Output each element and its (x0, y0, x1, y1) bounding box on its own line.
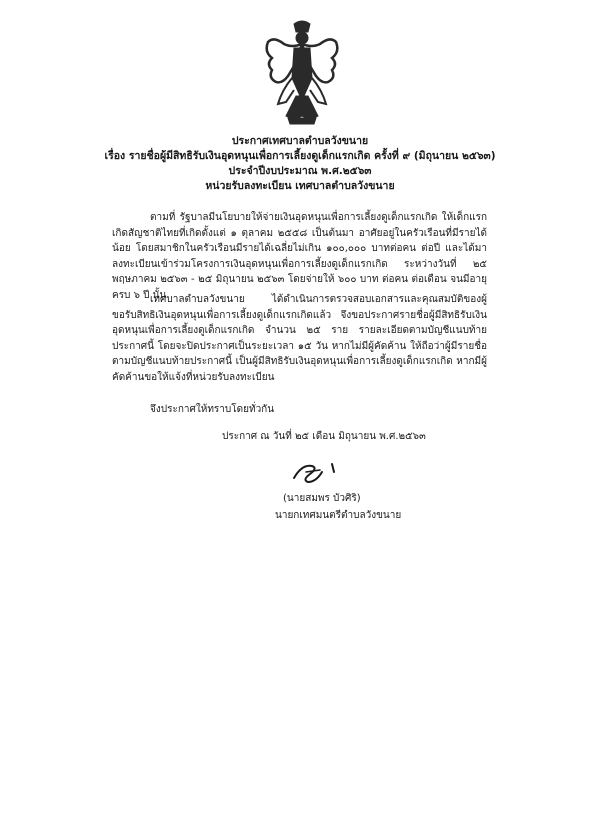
unit-heading: หน่วยรับลงทะเบียน เทศบาลตำบลวังขนาย (205, 180, 395, 192)
dateline: ประกาศ ณ วันที่ ๒๕ เดือน มิถุนายน พ.ศ.๒๕๖๓ (222, 431, 426, 442)
fiscal-year-heading: ประจำปีงบประมาณ พ.ศ.๒๕๖๓ (228, 165, 372, 177)
paragraph-2-text: เทศบาลตำบลวังขนาย ได้ดำเนินการตรวจสอบเอกสารและคุณสมบัติของผู้ขอรับสิทธิเงินอุดหนุนเพื่อการเลี้ยงดูเด็กแรกเกิดแล้ว จึงขอประกาศรายชื่อผู้มีสิทธิรับเงินอุดหนุนเพื่อการเลี้ยงดูเด็กแรกเกิด จำนวน ๒๕ ราย รายละเอียดตามบัญชีแนบท้ายประกาศนี้ โดยจะปิดประกาศเป็นระยะเวลา ๑๕ วัน หากไม่มีผู้คัดค้าน ให้ถือว่าผู้มีรายชื่อตามบัญชีแนบท้ายประกาศนี้ เป็นผู้มีสิทธิรับเงินอุดหนุนเพื่อการเลี้ยงดูเด็กแรกเกิด หากมีผู้คัดค้านขอให้แจ้งที่หน่วยรับลงทะเบียน (112, 294, 487, 383)
paragraph-2 (112, 292, 487, 385)
handwritten-signature-icon (288, 458, 358, 486)
signatory-name: (นายสมพร บัวศิริ) (283, 493, 361, 504)
closing-line: จึงประกาศให้ทราบโดยทั่วกัน (150, 404, 275, 415)
signatory-position: นายกเทศมนตรีตำบลวังขนาย (275, 510, 402, 521)
agency-heading: ประกาศเทศบาลตำบลวังขนาย (231, 135, 369, 147)
subject-heading: เรื่อง รายชื่อผู้มีสิทธิรับเงินอุดหนุนเพื่อการเลี้ยงดูเด็กแรกเกิด ครั้งที่ ๙ (มิถุนายน ๒๕๖๓) (104, 150, 496, 162)
paragraph-1-text: ตามที่ รัฐบาลมีนโยบายให้จ่ายเงินอุดหนุนเพื่อการเลี้ยงดูเด็กแรกเกิด ให้เด็กแรกเกิดสัญชาติไทยที่เกิดตั้งแต่ ๑ ตุลาคม ๒๕๕๘ เป็นต้นมา อาศัยอยู่ในครัวเรือนที่มีรายได้น้อย โดยสมาชิกในครัวเรือนมีรายได้เฉลี่ยไม่เกิน ๑๐๐,๐๐๐ บาทต่อคน ต่อปี และได้มาลงทะเบียนเข้าร่วมโครงการเงินอุดหนุนเพื่อการเลี้ยงดูเด็กแรกเกิด ระหว่างวันที่ ๒๕ พฤษภาคม ๒๕๖๓ - ๒๕ มิถุนายน ๒๕๖๓ โดยจ่ายให้ ๖๐๐ บาท ต่อคน ต่อเดือน จนมีอายุครบ ๖ ปี นั้น (112, 212, 487, 301)
paragraph-1 (112, 210, 487, 303)
garuda-emblem-icon (264, 18, 340, 126)
